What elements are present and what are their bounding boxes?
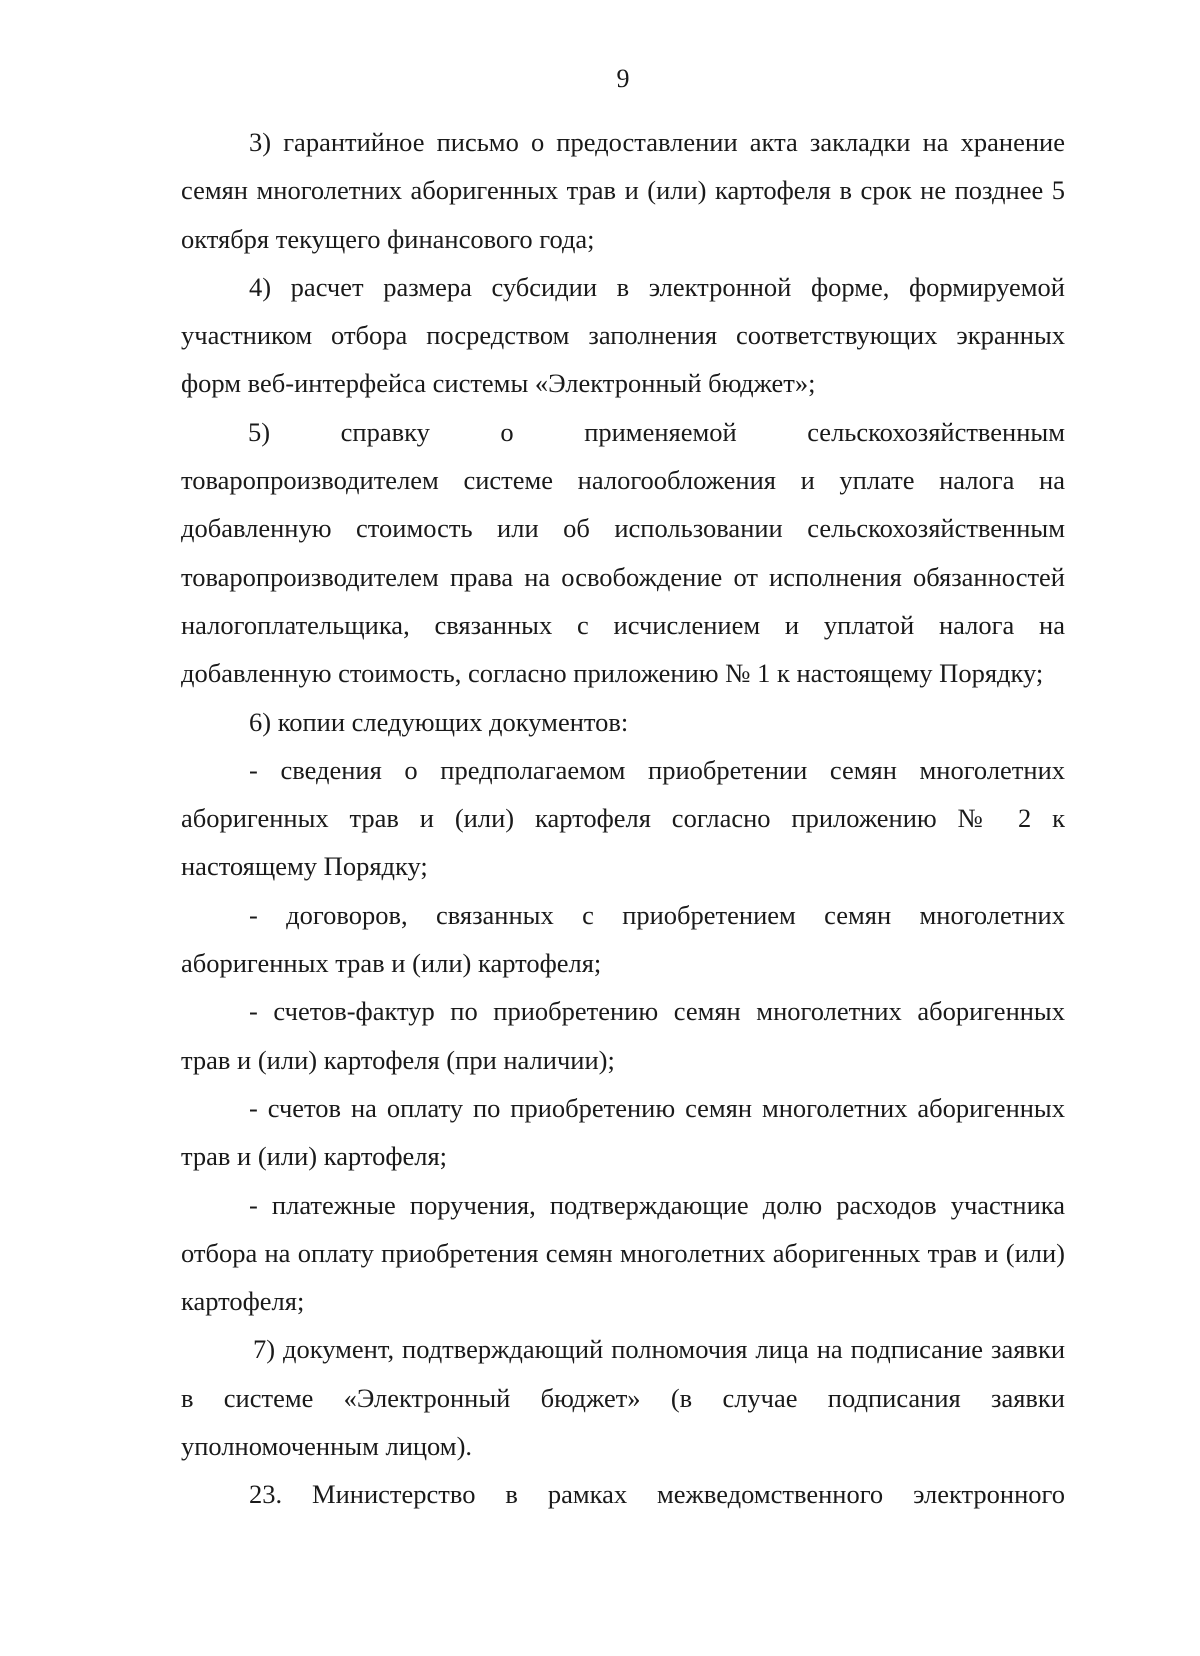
document-body [181,118,1065,1519]
list-item-dogovory: - договоров, связанных с приобретением семян многолетних аборигенных трав и (или) картофеля; [181,899,1065,979]
list-item-svedeniya: - сведения о предполагаемом приобретении семян многолетних аборигенных трав и (или) картофеля согласно приложению № 2 к настоящему Порядку; [181,754,1065,882]
paragraph-item-4: 4) расчет размера субсидии в электронной форме, формируемой участником отбора посредством заполнения соответствующих экранных форм веб-интерфейса системы «Электронный бюджет»; [181,271,1065,399]
list-item-scheta-faktury: - счетов-фактур по приобретению семян многолетних аборигенных трав и (или) картофеля (при наличии); [181,996,1065,1075]
list-item-platezhnye-porucheniya: - платежные поручения, подтверждающие долю расходов участника отбора на оплату приобретения семян многолетних аборигенных трав и (или) картофеля; [181,1189,1065,1317]
page-number: 9 [616,64,630,93]
paragraph-section-23: 23. Министерство в рамках межведомственного электронного [249,1479,1065,1510]
paragraph-item-5: 5) справку о применяемой сельскохозяйственным товаропроизводителем системе налогообложения и уплате налога на добавленную стоимость или об использовании сельскохозяйственным товаропроизводителем права на освобождение от исполнения обязанностей налогоплательщика, связанных с исчислением и уплатой налога на добавленную стоимость, согласно приложению № 1 к настоящему Порядку; [181,416,1065,689]
paragraph-item-6: 6) копии следующих документов: [249,706,629,737]
list-item-scheta-na-oplatu: - счетов на оплату по приобретению семян многолетних аборигенных трав и (или) картофеля; [181,1092,1065,1172]
paragraph-item-7: 7) документ, подтверждающий полномочия лица на подписание заявки в системе «Электронный бюджет» (в случае подписания заявки уполномоченным лицом). [181,1334,1065,1462]
paragraph-item-3: 3) гарантийное письмо о предоставлении акта закладки на хранение семян многолетних аборигенных трав и (или) картофеля в срок не позднее 5 октября текущего финансового года; [181,127,1065,254]
